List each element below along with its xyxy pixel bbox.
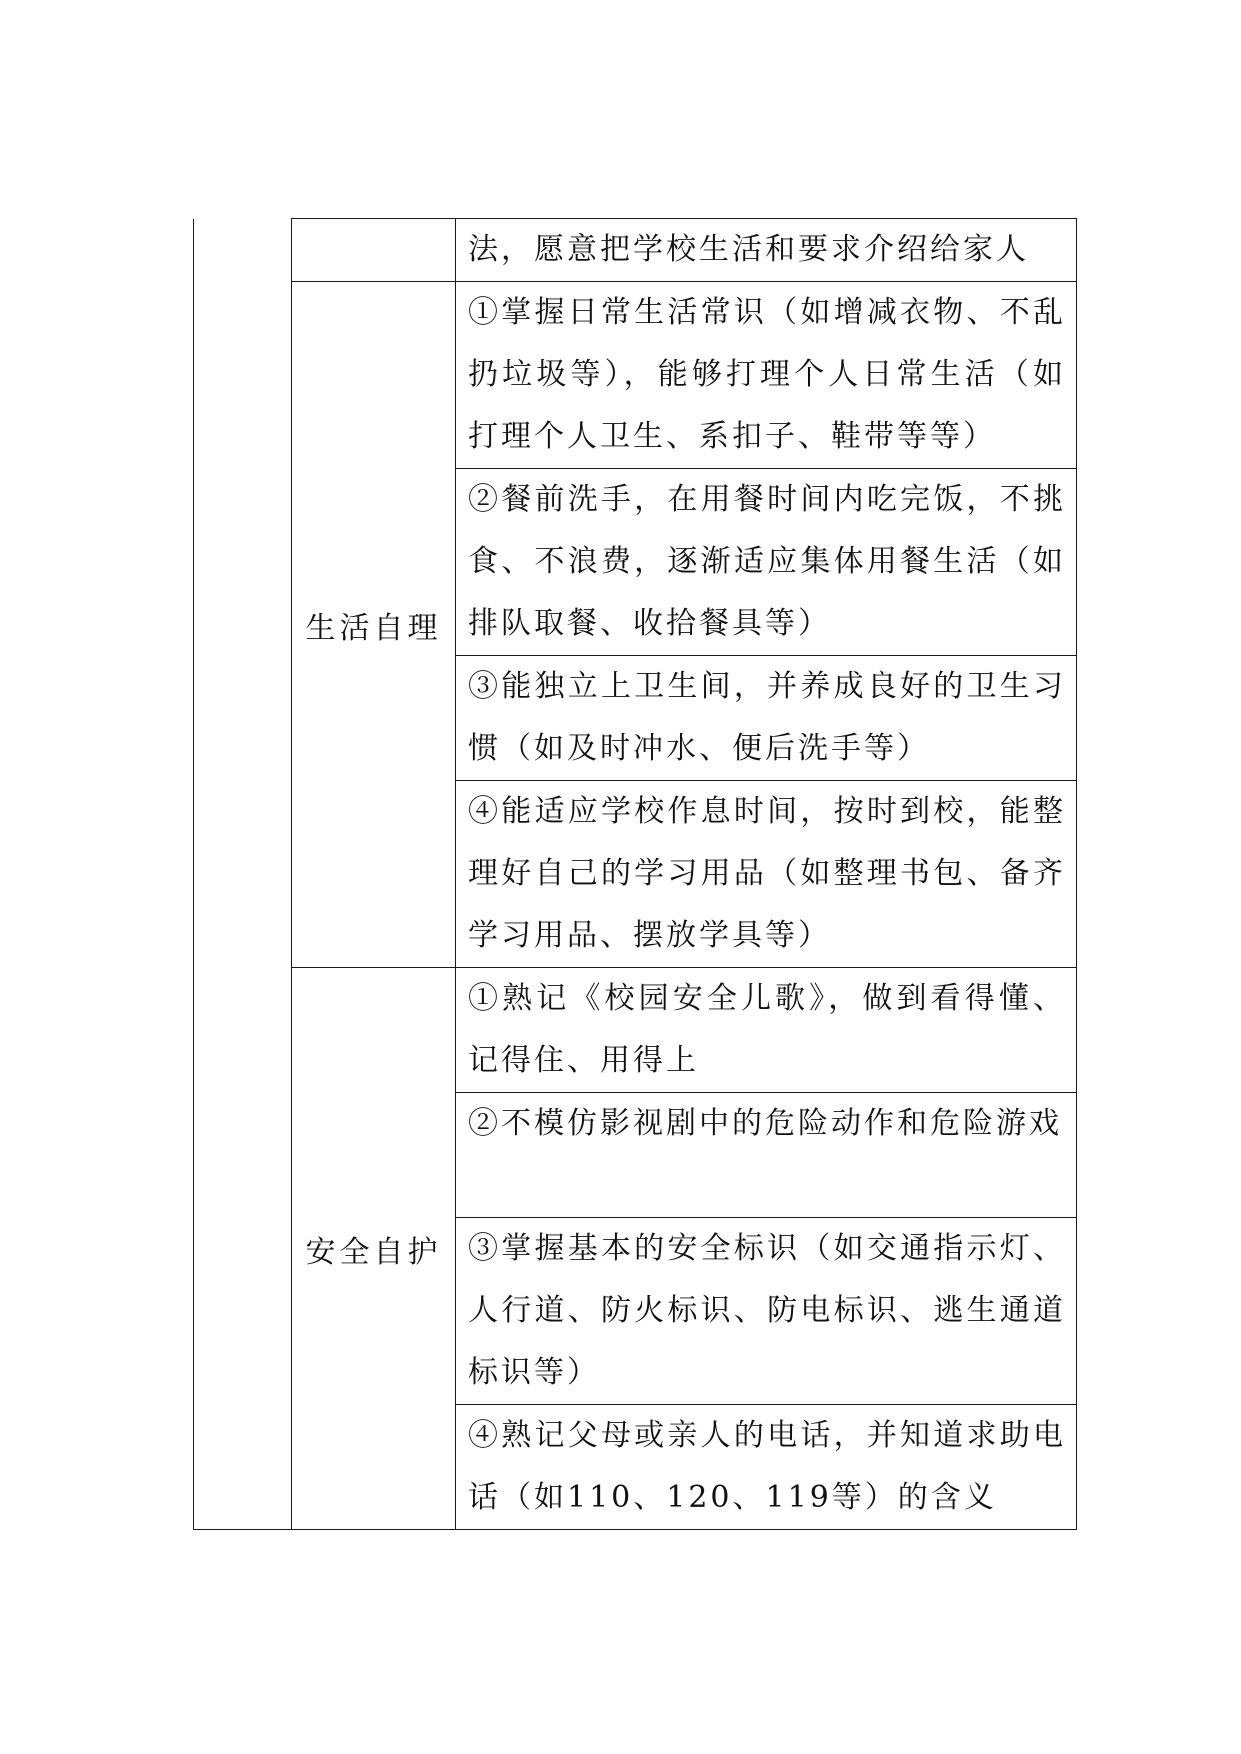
item-text: ②餐前洗手，在用餐时间内吃完饭，不挑食、不浪费，逐渐适应集体用餐生活（如排队取餐、收拾餐具等） [468, 482, 1066, 641]
category-label: 生活自理 [305, 610, 442, 646]
item-text: ①熟记《校园安全儿歌》，做到看得懂、记得住、用得上 [468, 981, 1066, 1078]
item-cell [456, 781, 1077, 968]
item-cell [456, 1218, 1077, 1405]
category-cell-empty [292, 219, 456, 282]
item-cell [456, 469, 1077, 656]
table-row [194, 282, 1077, 469]
item-text: ③能独立上卫生间，并养成良好的卫生习惯（如及时冲水、便后洗手等） [468, 669, 1066, 766]
table-row [194, 968, 1077, 1093]
continuation-text: 法，愿意把学校生活和要求介绍给家人 [468, 232, 1029, 267]
item-text: ④熟记父母或亲人的电话，并知道求助电话（如110、120、119等）的含义 [468, 1418, 1066, 1515]
category-label: 安全自护 [305, 1234, 442, 1270]
item-cell [456, 1093, 1077, 1218]
standards-table-wrapper [193, 218, 1066, 1530]
standards-table [193, 218, 1077, 1530]
category-cell-self-care [292, 282, 456, 968]
domain-column-continuation [194, 219, 292, 1530]
item-cell [456, 219, 1077, 282]
item-text: ④能适应学校作息时间，按时到校，能整理好自己的学习用品（如整理书包、备齐学习用品、摆放学具等） [468, 794, 1066, 953]
table-row [194, 219, 1077, 282]
category-cell-safety [292, 968, 456, 1530]
item-cell [456, 1405, 1077, 1530]
item-text: ①掌握日常生活常识（如增减衣物、不乱扔垃圾等），能够打理个人日常生活（如打理个人卫生、系扣子、鞋带等等） [468, 295, 1066, 454]
item-text: ②不模仿影视剧中的危险动作和危险游戏 [468, 1106, 1062, 1141]
item-cell [456, 656, 1077, 781]
item-cell [456, 968, 1077, 1093]
item-text: ③掌握基本的安全标识（如交通指示灯、人行道、防火标识、防电标识、逃生通道标识等） [468, 1231, 1066, 1390]
item-cell [456, 282, 1077, 469]
